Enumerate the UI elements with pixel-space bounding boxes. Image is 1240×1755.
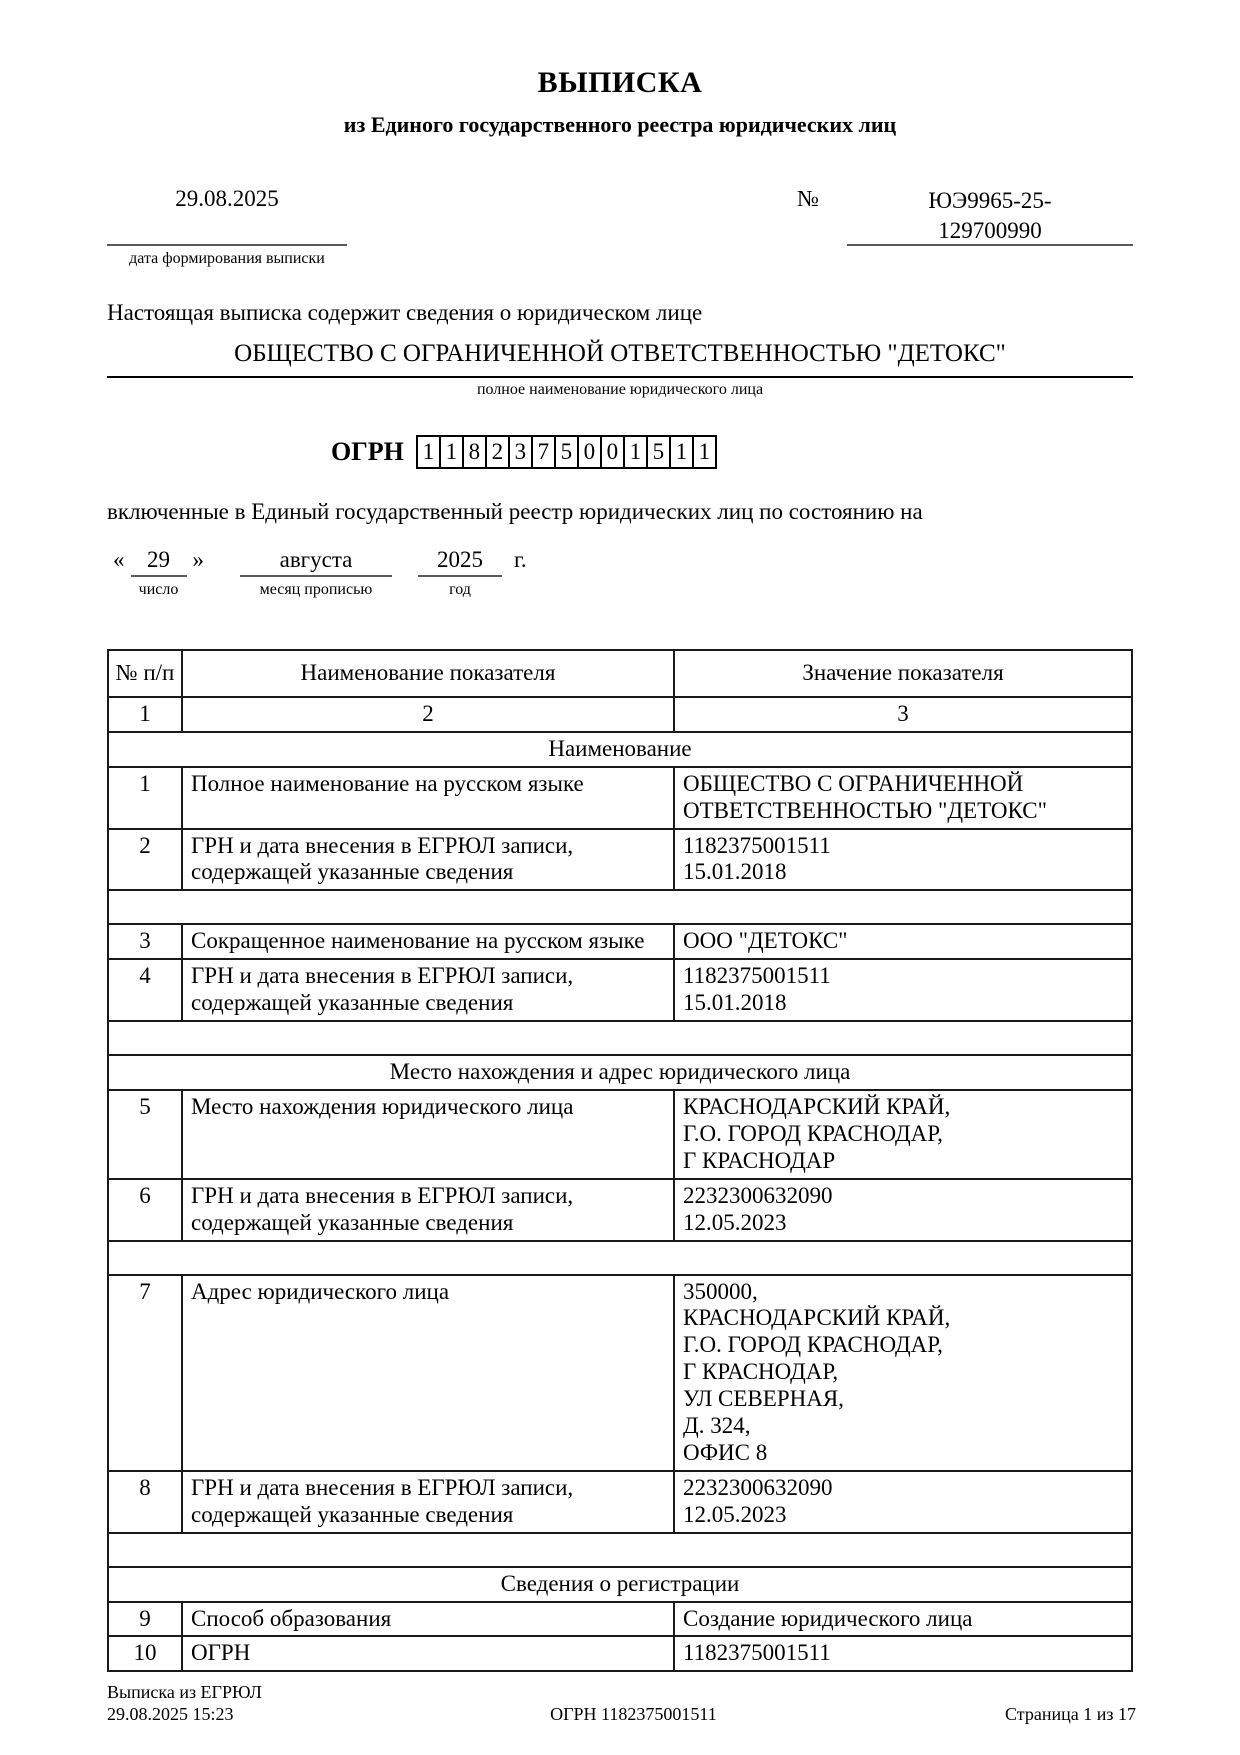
document-number-line1: ЮЭ9965-25- xyxy=(928,188,1052,213)
table-spacer-row xyxy=(108,1021,1132,1055)
indicator-value-cell xyxy=(674,1179,1132,1241)
column-header: № п/п xyxy=(108,650,182,697)
ogrn-digit-box: 5 xyxy=(554,435,579,469)
page-footer xyxy=(107,1682,1136,1725)
footer-left xyxy=(107,1682,262,1725)
value-line: КРАСНОДАРСКИЙ КРАЙ, xyxy=(683,1305,951,1331)
indicator-name-cell: Способ образования xyxy=(182,1602,674,1637)
row-number-cell: 2 xyxy=(108,829,182,891)
value-line: Г.О. ГОРОД КРАСНОДАР, xyxy=(683,1332,943,1358)
value-line: 2232300632090 xyxy=(683,1182,833,1208)
table-header-row xyxy=(108,650,1132,697)
value-line: 15.01.2018 xyxy=(683,990,787,1016)
as-of-month-field xyxy=(240,547,392,599)
value-line: Г.О. ГОРОД КРАСНОДАР, xyxy=(683,1120,943,1146)
as-of-date-row xyxy=(107,547,1133,599)
table-spacer-row xyxy=(108,890,1132,924)
details-table xyxy=(107,649,1133,1672)
document-number-block xyxy=(797,184,1133,246)
value-line: 1182375001511 xyxy=(683,1640,831,1666)
ogrn-digit-box: 7 xyxy=(531,435,556,469)
ogrn-digit-box: 5 xyxy=(646,435,671,469)
ogrn-digit-box: 3 xyxy=(508,435,533,469)
company-name-caption: полное наименование юридического лица xyxy=(476,381,764,398)
ogrn-digit-box: 1 xyxy=(439,435,464,469)
spacer-cell xyxy=(108,1241,1132,1275)
footer-timestamp: 29.08.2025 15:23 xyxy=(107,1703,234,1724)
table-row xyxy=(108,1275,1132,1471)
value-line: ОФИС 8 xyxy=(683,1439,768,1465)
ogrn-row xyxy=(331,435,1133,469)
table-row xyxy=(108,1090,1132,1179)
formation-date-block xyxy=(107,184,347,268)
indicator-name-cell: ГРН и дата внесения в ЕГРЮЛ записи, содержащей указанные сведения xyxy=(182,829,674,891)
value-line: Г КРАСНОДАР, xyxy=(683,1359,839,1385)
ogrn-digit-box: 1 xyxy=(623,435,648,469)
table-spacer-row xyxy=(108,1241,1132,1275)
company-name: ОБЩЕСТВО С ОГРАНИЧЕННОЙ ОТВЕТСТВЕННОСТЬЮ "ДЕТОКС" xyxy=(107,340,1133,378)
as-of-day-value: 29 xyxy=(131,547,187,577)
ogrn-digit-box: 2 xyxy=(485,435,510,469)
value-line: 350000, xyxy=(683,1278,758,1304)
column-number: 2 xyxy=(182,697,674,732)
column-header: Наименование показателя xyxy=(182,650,674,697)
formation-date-caption: дата формирования выписки xyxy=(129,250,325,267)
row-number-cell: 10 xyxy=(108,1636,182,1671)
table-spacer-row xyxy=(108,1533,1132,1567)
document-number-value xyxy=(847,184,1133,246)
table-section-row xyxy=(108,1055,1132,1090)
row-number-cell: 7 xyxy=(108,1275,182,1471)
value-line: 2232300632090 xyxy=(683,1474,833,1500)
row-number-cell: 1 xyxy=(108,767,182,829)
year-suffix: г. xyxy=(514,547,527,572)
indicator-name-cell: Полное наименование на русском языке xyxy=(182,767,674,829)
footer-doc-type: Выписка из ЕГРЮЛ xyxy=(107,1682,262,1702)
as-of-year-caption: год xyxy=(449,581,471,598)
ogrn-digit-box: 1 xyxy=(692,435,717,469)
included-line: включенные в Единый государственный реестр юридических лиц по состоянию на xyxy=(107,499,923,524)
reference-row xyxy=(107,184,1133,268)
row-number-cell: 9 xyxy=(108,1602,182,1637)
row-number-cell: 3 xyxy=(108,924,182,959)
indicator-value-cell xyxy=(674,1602,1132,1637)
section-header: Наименование xyxy=(108,732,1132,767)
number-sign: № xyxy=(797,186,819,211)
table-row xyxy=(108,924,1132,959)
close-quote: » xyxy=(192,547,204,572)
table-row xyxy=(108,767,1132,829)
value-line: ОБЩЕСТВО С ОГРАНИЧЕННОЙ ОТВЕТСТВЕННОСТЬЮ "ДЕТОКС" xyxy=(683,770,1047,823)
as-of-year-value: 2025 xyxy=(418,547,502,577)
indicator-name-cell: ГРН и дата внесения в ЕГРЮЛ записи, содержащей указанные сведения xyxy=(182,1179,674,1241)
ogrn-digit-box: 0 xyxy=(600,435,625,469)
table-row xyxy=(108,1602,1132,1637)
indicator-name-cell: ОГРН xyxy=(182,1636,674,1671)
document-title: ВЫПИСКА xyxy=(537,66,703,99)
indicator-name-cell: Адрес юридического лица xyxy=(182,1275,674,1471)
spacer-cell xyxy=(108,1021,1132,1055)
section-header: Место нахождения и адрес юридического лица xyxy=(108,1055,1132,1090)
open-quote: « xyxy=(113,547,125,572)
column-number: 3 xyxy=(674,697,1132,732)
intro-text: Настоящая выписка содержит сведения о юридическом лице xyxy=(107,300,703,325)
table-row xyxy=(108,1471,1132,1533)
ogrn-digit-box: 1 xyxy=(669,435,694,469)
value-line: КРАСНОДАРСКИЙ КРАЙ, xyxy=(683,1093,951,1119)
indicator-name-cell: ГРН и дата внесения в ЕГРЮЛ записи, содержащей указанные сведения xyxy=(182,959,674,1021)
footer-page-number: Страница 1 из 17 xyxy=(1005,1703,1136,1724)
value-line: 12.05.2023 xyxy=(683,1209,787,1235)
footer-ogrn: ОГРН 1182375001511 xyxy=(550,1703,717,1724)
ogrn-digit-box: 0 xyxy=(577,435,602,469)
as-of-month-caption: месяц прописью xyxy=(259,581,373,598)
as-of-day-caption: число xyxy=(138,581,179,598)
value-line: ООО "ДЕТОКС" xyxy=(683,928,848,954)
company-name-block xyxy=(107,340,1133,399)
as-of-day-field xyxy=(131,547,187,599)
spacer-cell xyxy=(108,890,1132,924)
row-number-cell: 5 xyxy=(108,1090,182,1179)
ogrn-digit-box: 8 xyxy=(462,435,487,469)
table-row xyxy=(108,1179,1132,1241)
ogrn-digit-boxes xyxy=(416,435,715,469)
table-section-row xyxy=(108,1567,1132,1602)
value-line: УЛ СЕВЕРНАЯ, xyxy=(683,1386,844,1412)
spacer-cell xyxy=(108,1533,1132,1567)
column-number: 1 xyxy=(108,697,182,732)
row-number-cell: 8 xyxy=(108,1471,182,1533)
table-row xyxy=(108,1636,1132,1671)
indicator-value-cell xyxy=(674,959,1132,1021)
document-subtitle: из Единого государственного реестра юридических лиц xyxy=(343,112,897,137)
indicator-value-cell xyxy=(674,829,1132,891)
formation-date-value: 29.08.2025 xyxy=(107,184,347,246)
ogrn-digit-box: 1 xyxy=(416,435,441,469)
document-number-line2: 129700990 xyxy=(938,217,1042,243)
indicator-value-cell xyxy=(674,767,1132,829)
value-line: Г КРАСНОДАР xyxy=(683,1147,836,1173)
table-row xyxy=(108,829,1132,891)
indicator-value-cell xyxy=(674,1636,1132,1671)
column-header: Значение показателя xyxy=(674,650,1132,697)
value-line: 1182375001511 xyxy=(683,963,831,989)
column-numbers-row xyxy=(108,697,1132,732)
row-number-cell: 6 xyxy=(108,1179,182,1241)
table-section-row xyxy=(108,732,1132,767)
ogrn-label: ОГРН xyxy=(331,437,404,466)
indicator-value-cell xyxy=(674,1275,1132,1471)
as-of-month-value: августа xyxy=(240,547,392,577)
indicator-name-cell: ГРН и дата внесения в ЕГРЮЛ записи, содержащей указанные сведения xyxy=(182,1471,674,1533)
indicator-name-cell: Сокращенное наименование на русском языке xyxy=(182,924,674,959)
as-of-year-field xyxy=(418,547,502,599)
value-line: Создание юридического лица xyxy=(683,1605,973,1631)
indicator-value-cell xyxy=(674,1090,1132,1179)
value-line: 12.05.2023 xyxy=(683,1501,787,1527)
indicator-value-cell xyxy=(674,1471,1132,1533)
table-row xyxy=(108,959,1132,1021)
value-line: 1182375001511 xyxy=(683,832,831,858)
indicator-name-cell: Место нахождения юридического лица xyxy=(182,1090,674,1179)
value-line: Д. 324, xyxy=(683,1413,751,1439)
row-number-cell: 4 xyxy=(108,959,182,1021)
value-line: 15.01.2018 xyxy=(683,859,787,885)
indicator-value-cell xyxy=(674,924,1132,959)
section-header: Сведения о регистрации xyxy=(108,1567,1132,1602)
